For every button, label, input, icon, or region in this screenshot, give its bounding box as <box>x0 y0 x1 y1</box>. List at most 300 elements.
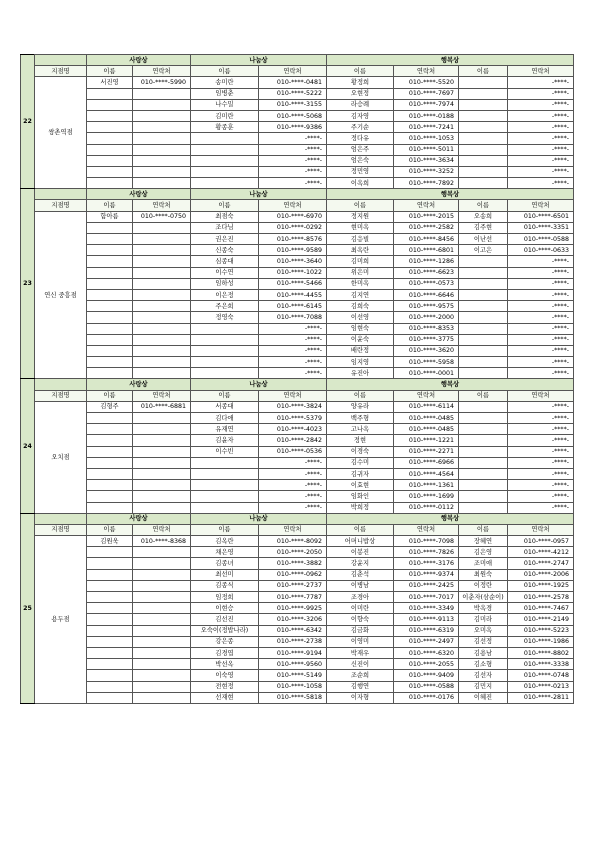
name-cell: 김금화 <box>327 625 394 636</box>
phone-cell: 010-****-3882 <box>259 558 327 569</box>
name-cell: 심종대 <box>191 256 259 267</box>
award-title: 사랑상 <box>87 379 191 390</box>
header-blank-cell <box>35 189 87 200</box>
phone-cell <box>133 468 191 479</box>
table-row <box>21 99 574 110</box>
name-cell: 김원욱 <box>87 536 133 547</box>
phone-cell <box>133 178 191 189</box>
table-row <box>21 480 574 491</box>
name-cell <box>459 155 508 166</box>
name-cell <box>191 178 259 189</box>
phone-cell: -****- <box>508 334 574 345</box>
name-cell: 이향숙 <box>327 614 394 625</box>
name-cell: 이춘자(삼순이) <box>459 592 508 603</box>
name-column-header: 이름 <box>459 66 508 77</box>
name-cell: 김소형 <box>459 659 508 670</box>
name-cell <box>191 502 259 513</box>
phone-cell: -****- <box>508 468 574 479</box>
name-cell <box>191 457 259 468</box>
phone-cell: 010-****-8802 <box>508 647 574 658</box>
table-row <box>21 502 574 513</box>
table-row <box>21 491 574 502</box>
phone-cell: -****- <box>259 491 327 502</box>
phone-cell <box>133 122 191 133</box>
name-cell: 김희숙 <box>327 301 394 312</box>
phone-cell: 010-****-3640 <box>259 256 327 267</box>
name-cell: 엄은주 <box>327 144 394 155</box>
name-cell: 김용남 <box>459 647 508 658</box>
phone-cell: -****- <box>508 457 574 468</box>
table-row <box>21 312 574 323</box>
phone-cell: -****- <box>508 77 574 88</box>
phone-cell: 010-****-0481 <box>259 77 327 88</box>
phone-cell: 010-****-5149 <box>259 670 327 681</box>
name-cell <box>459 491 508 502</box>
table-row <box>21 670 574 681</box>
phone-cell: -****- <box>508 323 574 334</box>
phone-cell <box>133 636 191 647</box>
table-row <box>21 301 574 312</box>
table-row <box>21 267 574 278</box>
name-cell <box>459 468 508 479</box>
phone-cell: 010-****-4455 <box>259 289 327 300</box>
name-cell <box>87 144 133 155</box>
name-cell: 이숙영 <box>191 670 259 681</box>
phone-cell <box>133 592 191 603</box>
name-cell: 라승례 <box>327 99 394 110</box>
phone-cell: 010-****-7017 <box>394 592 459 603</box>
phone-cell: 010-****-0112 <box>394 502 459 513</box>
name-column-header: 이름 <box>191 390 259 401</box>
branch-name: 연신 중흥점 <box>35 211 87 379</box>
phone-cell: 010-****-7892 <box>394 178 459 189</box>
name-cell: 이은정 <box>191 289 259 300</box>
table-row <box>21 166 574 177</box>
phone-cell: 010-****-9925 <box>259 603 327 614</box>
name-cell <box>191 334 259 345</box>
phone-cell <box>133 647 191 658</box>
name-cell <box>87 133 133 144</box>
award-header-row <box>21 189 574 200</box>
phone-cell: 010-****-4023 <box>259 424 327 435</box>
phone-cell: 010-****-5818 <box>259 692 327 703</box>
phone-cell: -****- <box>508 491 574 502</box>
name-cell <box>459 77 508 88</box>
phone-cell: -****- <box>508 155 574 166</box>
phone-cell: 010-****-2737 <box>259 580 327 591</box>
award-title: 나눔상 <box>191 189 327 200</box>
name-cell: 장혜연 <box>459 536 508 547</box>
name-cell: 김선정 <box>459 636 508 647</box>
name-cell: 엄은숙 <box>327 155 394 166</box>
name-cell: 신진이 <box>327 659 394 670</box>
name-cell <box>459 368 508 379</box>
name-cell: 조미애 <box>459 558 508 569</box>
award-header-row <box>21 379 574 390</box>
name-cell <box>87 636 133 647</box>
phone-cell: 010-****-7826 <box>394 547 459 558</box>
name-cell <box>87 647 133 658</box>
table-row <box>21 278 574 289</box>
name-cell: 한미옥 <box>327 278 394 289</box>
name-cell <box>87 334 133 345</box>
phone-cell: 010-****-2747 <box>508 558 574 569</box>
name-cell: 전현정 <box>191 681 259 692</box>
phone-cell: 010-****-9194 <box>259 647 327 658</box>
phone-cell <box>133 446 191 457</box>
phone-cell <box>133 345 191 356</box>
name-cell <box>191 357 259 368</box>
name-cell: 김선진 <box>191 614 259 625</box>
phone-cell: 010-****-0588 <box>508 234 574 245</box>
phone-cell: 010-****-5379 <box>259 413 327 424</box>
name-cell <box>87 166 133 177</box>
phone-cell: 010-****-6801 <box>394 245 459 256</box>
phone-cell: 010-****-5466 <box>259 278 327 289</box>
name-column-header: 이름 <box>87 200 133 211</box>
name-cell: 서종대 <box>191 401 259 412</box>
name-cell <box>191 480 259 491</box>
table-row <box>21 345 574 356</box>
name-cell <box>459 133 508 144</box>
table-row <box>21 558 574 569</box>
name-cell <box>459 178 508 189</box>
table-row <box>21 110 574 121</box>
phone-cell: 010-****-7787 <box>259 592 327 603</box>
phone-cell: 010-****-2582 <box>394 222 459 233</box>
phone-cell: 010-****-8456 <box>394 234 459 245</box>
phone-cell: 010-****-1286 <box>394 256 459 267</box>
name-column-header: 이름 <box>327 390 394 401</box>
branch-name: 쌍촌역점 <box>35 77 87 189</box>
name-cell: 선재현 <box>191 692 259 703</box>
name-cell: 임정희 <box>191 592 259 603</box>
name-cell <box>87 603 133 614</box>
column-header-row <box>21 66 574 77</box>
branch-name: 용두점 <box>35 536 87 704</box>
phone-cell: 010-****-2050 <box>259 547 327 558</box>
phone-cell: -****- <box>508 502 574 513</box>
name-cell <box>459 110 508 121</box>
phone-cell: -****- <box>508 312 574 323</box>
phone-cell <box>133 491 191 502</box>
name-cell <box>87 670 133 681</box>
header-blank-cell <box>35 379 87 390</box>
name-cell: 임현숙 <box>327 323 394 334</box>
phone-cell <box>133 580 191 591</box>
phone-cell <box>133 289 191 300</box>
phone-cell: 010-****-8368 <box>133 536 191 547</box>
phone-cell <box>133 245 191 256</box>
phone-cell: 010-****-7697 <box>394 88 459 99</box>
table-row <box>21 77 574 88</box>
name-cell <box>87 614 133 625</box>
phone-cell: -****- <box>259 345 327 356</box>
phone-cell: 010-****-0750 <box>133 211 191 222</box>
phone-cell: 010-****-3349 <box>394 603 459 614</box>
phone-cell: 010-****-1221 <box>394 435 459 446</box>
phone-cell <box>133 625 191 636</box>
phone-cell <box>133 569 191 580</box>
phone-cell: -****- <box>508 122 574 133</box>
name-cell <box>87 580 133 591</box>
name-cell: 정민영 <box>327 166 394 177</box>
name-cell <box>191 323 259 334</box>
phone-cell: 010-****-0485 <box>394 413 459 424</box>
phone-cell: 010-****-3252 <box>394 166 459 177</box>
table-row <box>21 457 574 468</box>
name-cell <box>87 178 133 189</box>
name-cell <box>87 468 133 479</box>
name-cell: 이수빈 <box>191 446 259 457</box>
phone-cell: 010-****-3206 <box>259 614 327 625</box>
name-cell: 유진아 <box>327 368 394 379</box>
phone-cell: -****- <box>508 301 574 312</box>
name-cell <box>191 144 259 155</box>
phone-column-header: 연락처 <box>394 66 459 77</box>
phone-column-header: 연락처 <box>259 524 327 535</box>
name-cell: 정지원 <box>327 211 394 222</box>
name-cell: 강윤지 <box>327 558 394 569</box>
phone-cell: 010-****-2015 <box>394 211 459 222</box>
phone-cell <box>133 334 191 345</box>
phone-cell: -****- <box>259 468 327 479</box>
phone-column-header: 연락처 <box>259 390 327 401</box>
name-column-header: 이름 <box>459 200 508 211</box>
table-row <box>21 413 574 424</box>
phone-cell <box>133 502 191 513</box>
phone-cell <box>133 278 191 289</box>
name-cell <box>459 278 508 289</box>
name-cell: 이자형 <box>327 692 394 703</box>
name-cell <box>459 166 508 177</box>
award-title: 나눔상 <box>191 379 327 390</box>
award-title: 행복상 <box>327 379 574 390</box>
name-cell: 송미란 <box>191 77 259 88</box>
name-cell: 정영숙 <box>191 312 259 323</box>
phone-cell: -****- <box>508 166 574 177</box>
phone-cell: 010-****-2811 <box>508 692 574 703</box>
name-cell <box>87 110 133 121</box>
award-title: 행복상 <box>327 513 574 524</box>
table-row <box>21 155 574 166</box>
phone-cell: 010-****-0188 <box>394 110 459 121</box>
name-cell: 김귀자 <box>327 468 394 479</box>
award-header-row <box>21 55 574 66</box>
name-cell: 박재우 <box>327 647 394 658</box>
phone-cell: 010-****-3338 <box>508 659 574 670</box>
phone-cell: 010-****-4564 <box>394 468 459 479</box>
table-row <box>21 368 574 379</box>
phone-cell: 010-****-0588 <box>394 681 459 692</box>
phone-cell: 010-****-2006 <box>508 569 574 580</box>
table-row <box>21 603 574 614</box>
phone-cell: -****- <box>259 357 327 368</box>
table-row <box>21 468 574 479</box>
phone-cell <box>133 133 191 144</box>
column-header-row <box>21 200 574 211</box>
phone-cell: -****- <box>259 133 327 144</box>
name-cell: 이경숙 <box>327 446 394 457</box>
branch-column-header: 지점명 <box>35 524 87 535</box>
name-cell: 최점숙 <box>191 211 259 222</box>
phone-cell: 010-****-6501 <box>508 211 574 222</box>
table-row <box>21 424 574 435</box>
name-cell <box>191 368 259 379</box>
phone-cell: 010-****-2738 <box>259 636 327 647</box>
award-title: 행복상 <box>327 55 574 66</box>
phone-cell: 010-****-2149 <box>508 614 574 625</box>
table-row <box>21 211 574 222</box>
name-cell: 이병남 <box>327 580 394 591</box>
table-row <box>21 122 574 133</box>
phone-cell: 010-****-9589 <box>259 245 327 256</box>
phone-cell: -****- <box>508 446 574 457</box>
name-cell <box>87 222 133 233</box>
phone-cell: 010-****-7098 <box>394 536 459 547</box>
name-cell <box>459 457 508 468</box>
table-row <box>21 133 574 144</box>
name-cell <box>87 625 133 636</box>
award-roster-table <box>20 54 574 704</box>
name-cell: 권은진 <box>191 234 259 245</box>
table-row <box>21 178 574 189</box>
phone-cell: 010-****-3634 <box>394 155 459 166</box>
phone-cell: -****- <box>508 424 574 435</box>
name-cell: 황정희 <box>327 77 394 88</box>
name-column-header: 이름 <box>87 66 133 77</box>
table-row <box>21 234 574 245</box>
name-cell: 최선미 <box>191 569 259 580</box>
name-cell <box>87 592 133 603</box>
name-cell <box>459 144 508 155</box>
name-cell: 강은종 <box>191 636 259 647</box>
phone-cell: -****- <box>259 166 327 177</box>
name-cell: 이봉진 <box>327 547 394 558</box>
phone-cell: -****- <box>259 457 327 468</box>
name-cell <box>87 692 133 703</box>
phone-cell: 010-****-0001 <box>394 368 459 379</box>
phone-cell: -****- <box>508 368 574 379</box>
phone-cell <box>133 457 191 468</box>
phone-cell <box>133 435 191 446</box>
phone-cell <box>133 480 191 491</box>
phone-cell: 010-****-9374 <box>394 569 459 580</box>
name-cell <box>87 245 133 256</box>
phone-cell: 010-****-7974 <box>394 99 459 110</box>
name-cell: 이윤숙 <box>327 334 394 345</box>
phone-cell <box>133 166 191 177</box>
name-cell <box>87 345 133 356</box>
phone-cell: 010-****-1361 <box>394 480 459 491</box>
name-cell <box>459 267 508 278</box>
phone-cell: 010-****-1058 <box>259 681 327 692</box>
phone-cell: -****- <box>259 155 327 166</box>
phone-cell: 010-****-0957 <box>508 536 574 547</box>
name-cell: 이영미 <box>327 636 394 647</box>
name-cell <box>459 424 508 435</box>
name-cell <box>191 155 259 166</box>
phone-cell: -****- <box>508 289 574 300</box>
name-cell <box>459 301 508 312</box>
phone-cell: 010-****-6320 <box>394 647 459 658</box>
phone-cell: 010-****-0292 <box>259 222 327 233</box>
phone-cell: 010-****-9113 <box>394 614 459 625</box>
name-cell <box>87 368 133 379</box>
phone-cell: 010-****-6114 <box>394 401 459 412</box>
phone-column-header: 연락처 <box>133 66 191 77</box>
phone-column-header: 연락처 <box>394 524 459 535</box>
phone-cell: 010-****-6970 <box>259 211 327 222</box>
name-cell: 임화인 <box>327 491 394 502</box>
header-blank-cell <box>35 513 87 524</box>
name-cell: 김지연 <box>327 289 394 300</box>
award-title: 나눔상 <box>191 55 327 66</box>
name-cell <box>87 88 133 99</box>
name-cell <box>87 323 133 334</box>
table-row <box>21 536 574 547</box>
phone-cell: 010-****-6342 <box>259 625 327 636</box>
table-row <box>21 446 574 457</box>
name-column-header: 이름 <box>459 524 508 535</box>
column-header-row <box>21 524 574 535</box>
name-cell: 이옥희 <box>327 178 394 189</box>
phone-cell <box>133 692 191 703</box>
phone-cell: 010-****-5990 <box>133 77 191 88</box>
name-cell: 주기순 <box>327 122 394 133</box>
name-cell <box>459 435 508 446</box>
phone-cell: 010-****-8576 <box>259 234 327 245</box>
table-row <box>21 659 574 670</box>
phone-column-header: 연락처 <box>508 524 574 535</box>
phone-cell <box>133 301 191 312</box>
name-cell: 김미라 <box>459 614 508 625</box>
phone-cell <box>133 256 191 267</box>
phone-cell: 010-****-5011 <box>394 144 459 155</box>
award-title: 사랑상 <box>87 513 191 524</box>
name-cell <box>459 480 508 491</box>
phone-cell: 010-****-3620 <box>394 345 459 356</box>
phone-cell: -****- <box>259 502 327 513</box>
name-cell: 이현승 <box>191 603 259 614</box>
phone-cell <box>133 234 191 245</box>
name-cell <box>87 312 133 323</box>
branch-column-header: 지점명 <box>35 200 87 211</box>
award-title: 사랑상 <box>87 189 191 200</box>
phone-cell <box>133 99 191 110</box>
phone-cell: -****- <box>508 144 574 155</box>
branch-column-header: 지점명 <box>35 66 87 77</box>
name-cell: 김종식 <box>191 580 259 591</box>
table-row <box>21 144 574 155</box>
phone-cell: 010-****-5068 <box>259 110 327 121</box>
name-cell <box>87 569 133 580</box>
section-number: 23 <box>21 189 35 379</box>
name-cell <box>191 166 259 177</box>
phone-cell: 010-****-3824 <box>259 401 327 412</box>
phone-cell <box>133 88 191 99</box>
name-cell: 정다유 <box>327 133 394 144</box>
award-header-row <box>21 513 574 524</box>
phone-cell: 010-****-3775 <box>394 334 459 345</box>
name-cell: 오송희 <box>459 211 508 222</box>
phone-cell <box>133 357 191 368</box>
phone-cell: -****- <box>508 401 574 412</box>
name-cell: 박옥경 <box>459 603 508 614</box>
name-cell: 김미희 <box>327 256 394 267</box>
phone-cell <box>133 614 191 625</box>
phone-cell: 010-****-1053 <box>394 133 459 144</box>
